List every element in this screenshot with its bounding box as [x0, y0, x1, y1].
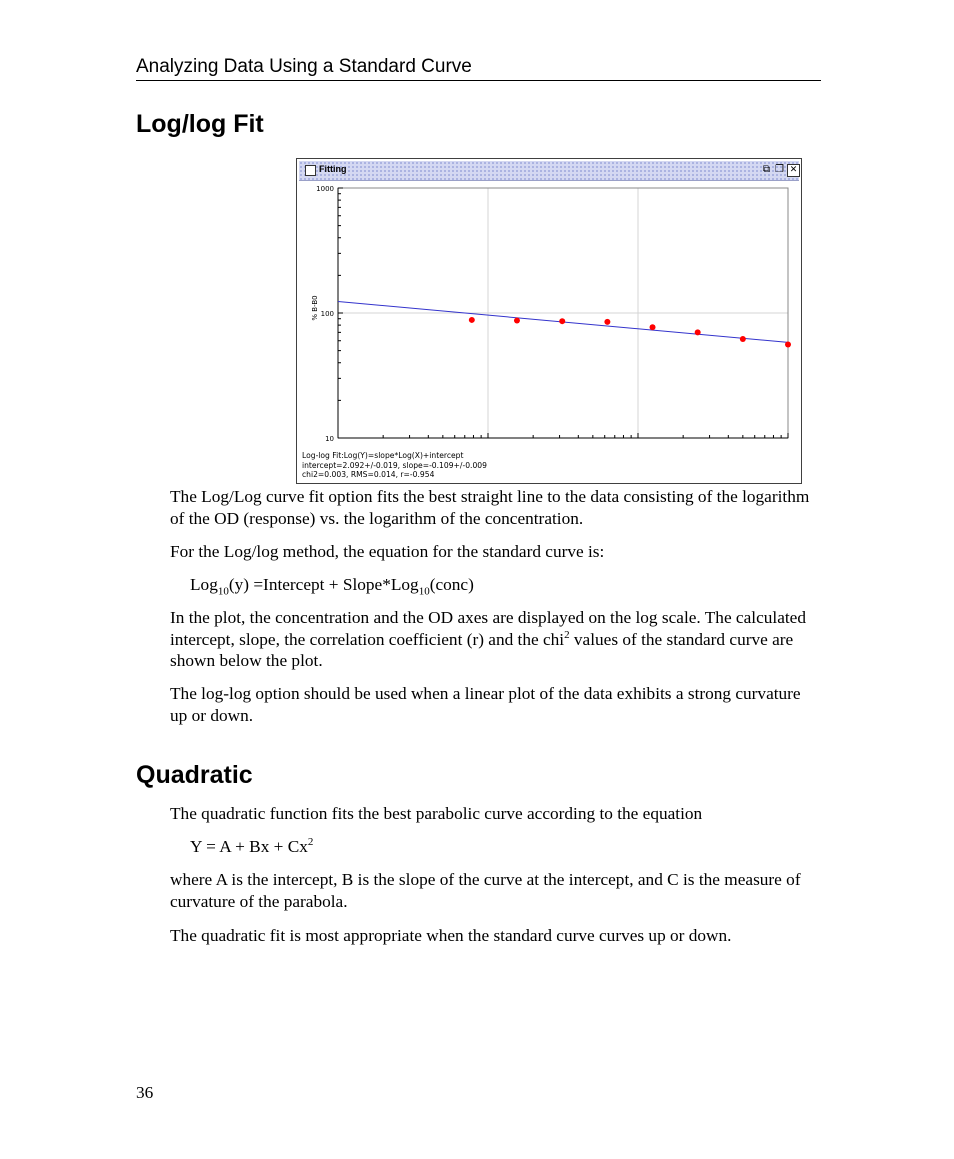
- section-title-quadratic: Quadratic: [136, 761, 253, 789]
- fitting-window: [296, 158, 802, 484]
- eq-sub-10-b: 10: [418, 585, 430, 598]
- p3-after: values of the standard curve are shown below the plot.: [170, 629, 794, 670]
- p3-sup: 2: [564, 628, 570, 641]
- window-title: Fitting: [319, 164, 347, 174]
- window-icon: [305, 165, 316, 176]
- eq-quad-main: Y = A + Bx + Cx: [190, 837, 308, 856]
- page-number: 36: [136, 1083, 154, 1102]
- chart-gridlines: [338, 188, 788, 438]
- paragraph-loglog-plot: [170, 607, 810, 672]
- data-point: [695, 329, 701, 335]
- data-points: [469, 317, 791, 348]
- equation-loglog: [190, 574, 474, 596]
- paragraph-loglog-intro: The Log/Log curve fit option fits the best straight line to the data consisting of the logarithm of the OD (response) vs. the logarithm of the concentration.: [170, 487, 810, 528]
- running-header: Analyzing Data Using a Standard Curve: [136, 55, 821, 81]
- log-log-chart: [297, 181, 801, 449]
- paragraph-quadratic-intro: The quadratic function fits the best parabolic curve according to the equation: [170, 804, 703, 823]
- fit-coefficients: intercept=2.092+/-0.019, slope=-0.109+/-0.009: [302, 460, 487, 470]
- data-point: [650, 324, 656, 330]
- y-tick-label: 100: [320, 310, 334, 318]
- window-titlebar[interactable]: [299, 161, 799, 181]
- chart-labels: [311, 185, 797, 449]
- fit-results: [302, 451, 487, 480]
- restore-icon[interactable]: ⧉: [762, 164, 771, 175]
- eq-log: Log: [190, 575, 218, 594]
- close-icon[interactable]: ✕: [787, 164, 800, 177]
- eq-sub-10: 10: [217, 585, 229, 598]
- data-point: [785, 341, 791, 347]
- eq-mid: (y) =Intercept + Slope*Log: [228, 575, 419, 594]
- y-tick-label: 10: [325, 435, 334, 443]
- section-title-log-log-fit: Log/log Fit: [136, 110, 264, 138]
- data-point: [559, 318, 565, 324]
- data-point: [514, 318, 520, 324]
- equation-quadratic: [190, 836, 313, 858]
- data-point: [604, 319, 610, 325]
- p3-before: In the plot, the concentration and the OD axes are displayed on the log scale. The calculated intercept, slope, the correlation coefficient (r) and the chi: [170, 608, 806, 649]
- maximize-icon[interactable]: ❐: [775, 164, 784, 175]
- fit-statistics: chi2=0.003, RMS=0.014, r=-0.954: [302, 470, 435, 479]
- data-point: [740, 336, 746, 342]
- y-axis-label: % B-B0: [311, 295, 319, 321]
- y-tick-label: 1000: [316, 185, 334, 193]
- paragraph-quadratic-usage: The quadratic fit is most appropriate when the standard curve curves up or down.: [170, 926, 732, 945]
- paragraph-loglog-usage: The log-log option should be used when a linear plot of the data exhibits a strong curvature up or down.: [170, 684, 801, 725]
- eq-end: (conc): [429, 575, 474, 594]
- paragraph-loglog-equation-intro: For the Log/log method, the equation for the standard curve is:: [170, 542, 605, 561]
- fit-equation: Log-log Fit:Log(Y)=slope*Log(X)+intercept: [302, 451, 464, 460]
- eq-quad-sup: 2: [307, 836, 314, 849]
- data-point: [469, 317, 475, 323]
- paragraph-quadratic-terms: where A is the intercept, B is the slope of the curve at the intercept, and C is the measure of curvature of the parabola.: [170, 870, 801, 911]
